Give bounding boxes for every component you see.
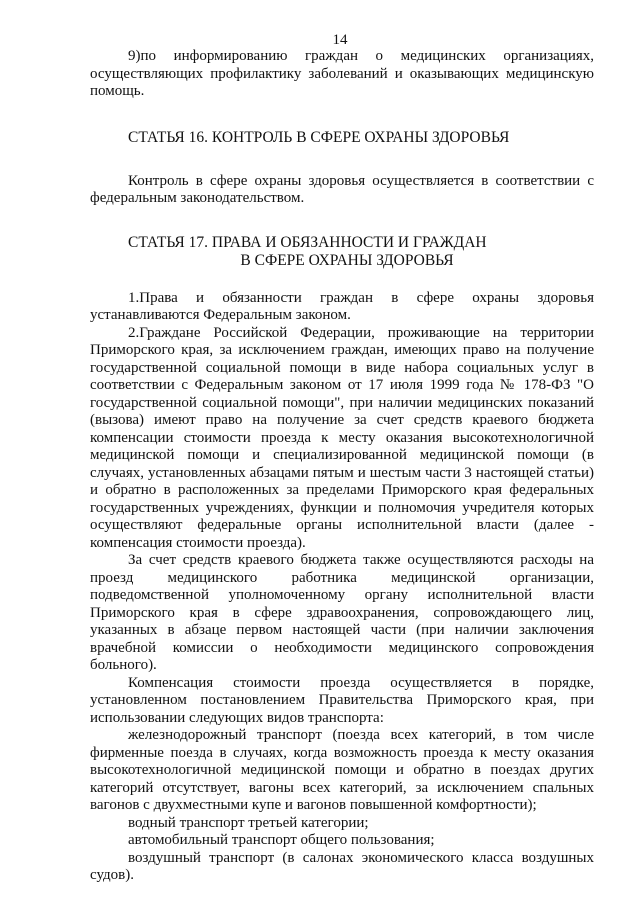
transport-air: воздушный транспорт (в салонах экономического класса воздушных судов). [90, 849, 594, 883]
article-17-compensation: Компенсация стоимости проезда осуществляется в порядке, установленном постановлением Правительства Приморского края, при использовании следующих видов транспорта: [90, 674, 594, 726]
article-16-heading: СТАТЬЯ 16. КОНТРОЛЬ В СФЕРЕ ОХРАНЫ ЗДОРОВЬЯ [128, 128, 510, 146]
article-16-paragraph: Контроль в сфере охраны здоровья осуществляется в соответствии с федеральным законодательством. [90, 172, 594, 206]
transport-water: водный транспорт третьей категории; [128, 814, 369, 831]
article-17-part-2: 2.Граждане Российской Федерации, проживающие на территории Приморского края, за исключением граждан, имеющих право на получение государственной социальной помощи в виде набора социальных услуг в соответствии с Федеральным законом от 17 июля 1999 года № 178-ФЗ "О государственной социальной помощи", при наличии медицинских показаний (вызова) имеют право на получение за счет средств краевого бюджета компенсации стоимости проезда к месту оказания высокотехнологичной медицинской помощи и специализированной медицинской помощи (в случаях, установленных абзацами пятым и шестым части 3 настоящей статьи) и обратно в расположенных за пределами Приморского края федеральных государственных учреждениях, функции и полномочия учредителя которых осуществляют федеральные органы исполнительной власти (далее - компенсация стоимости проезда). [90, 324, 594, 551]
document-body [90, 48, 594, 885]
paragraph-item-9: 9)по информированию граждан о медицинских организациях, осуществляющих профилактику заболеваний и оказывающих медицинскую помощь. [90, 48, 594, 99]
article-17-heading-line-1: СТАТЬЯ 17. ПРАВА И ОБЯЗАННОСТИ И ГРАЖДАН [128, 233, 487, 251]
article-17-part-2-expenses: За счет средств краевого бюджета также осуществляются расходы на проезд медицинского работника медицинской организации, подведомственной уполномоченному органу исполнительной власти Приморского края в сфере здравоохранения, сопровождающего лиц, указанных в абзаце первом настоящей части (при наличии заключения врачебной комиссии о необходимости медицинского сопровождения больного). [90, 552, 594, 673]
transport-railway: железнодорожный транспорт (поезда всех категорий, в том числе фирменные поезда в случаях, когда возможность проезда к месту оказания высокотехнологичной медицинской помощи и обратно в поездах других категорий отсутствует, вагоны всех категорий, за исключением спальных вагонов с двухместными купе и вагонов повышенной комфортности); [90, 727, 594, 813]
article-17-heading-line-2: В СФЕРЕ ОХРАНЫ ЗДОРОВЬЯ [240, 251, 454, 269]
page-number: 14 [332, 32, 348, 48]
article-17-part-1: 1.Права и обязанности граждан в сфере охраны здоровья устанавливаются Федеральным законом. [90, 289, 594, 323]
transport-road: автомобильный транспорт общего пользования; [128, 832, 435, 848]
